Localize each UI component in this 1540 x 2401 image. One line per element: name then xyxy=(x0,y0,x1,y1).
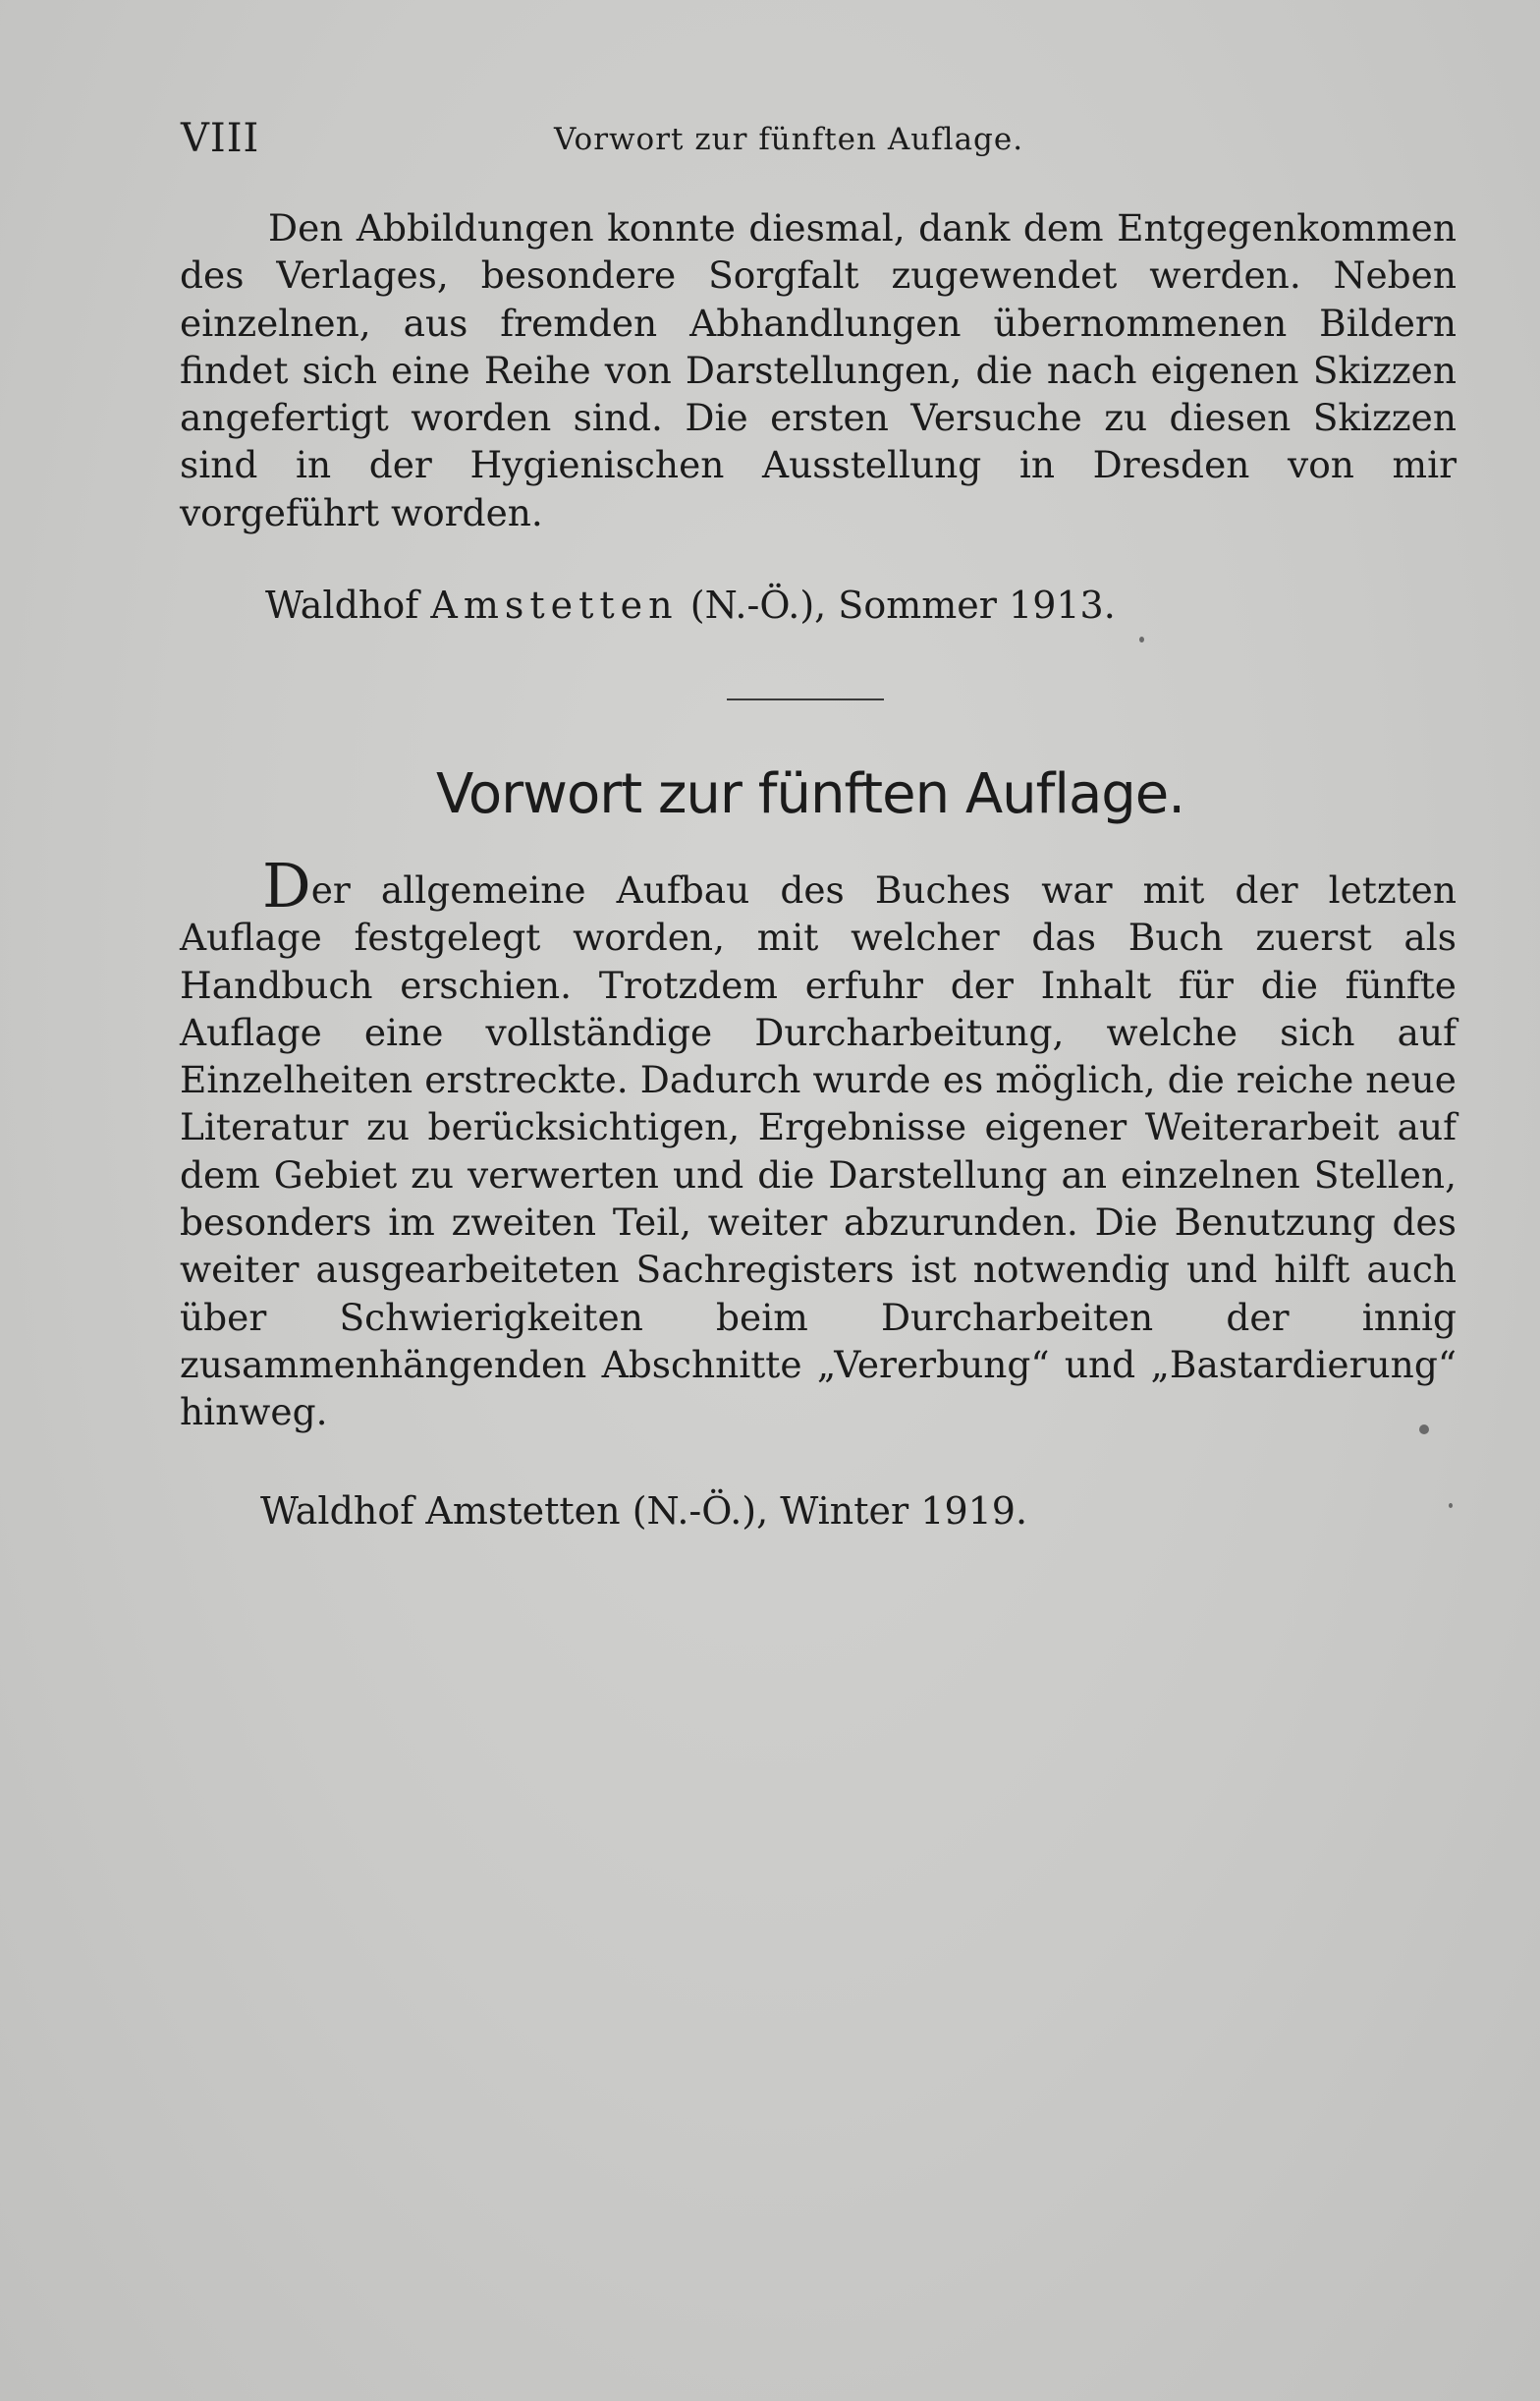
signature-place: Waldhof xyxy=(265,584,419,627)
paragraph-text: Den Abbildungen konnte diesmal, dank dem Entgegenkommen des Verlages, besondere Sorgfalt zugewendet werden. Neben einzelnen, aus fremden Abhandlungen übernommenen Bildern findet sich eine Reihe von Darstellungen, die nach eigenen Skizzen angefertigt worden sind. Die ersten Versuche zu diesen Skizzen sind in der Hygienischen Ausstellung in Dresden von mir vorgeführt worden. xyxy=(180,206,1457,534)
signature-town: Amstetten xyxy=(430,584,679,627)
section-heading: Vorwort zur fünften Auflage. xyxy=(435,762,1185,826)
drop-cap: D xyxy=(262,850,311,921)
paragraph-text: er allgemeine Aufbau des Buches war mit der letzten Auflage festgelegt worden, mit welcher das Buch zuerst als Handbuch erschien. Trotzdem erfuhr der Inhalt für die fünfte Auflage eine vollständige Durcharbeitung, welche sich auf Einzelheiten erstreckte. Dadurch wurde es möglich, die reiche neue Literatur zu berücksichtigen, Ergebnisse eigener Weiterarbeit auf dem Gebiet zu verwerten und die Darstellung an einzelnen Stellen, besonders im zweiten Teil, weiter abzurunden. Die Benutzung des weiter ausgearbeiteten Sachregisters ist notwendig und hilft auch über Schwierigkeiten beim Durcharbeiten der innig zusammenhängenden Abschnitte „Vererbung“ und „Bastardierung“ hinweg. xyxy=(180,868,1457,1434)
running-title: Vorwort zur fünften Auflage. xyxy=(554,122,1024,157)
signature-1913 xyxy=(265,584,1116,627)
ink-speck xyxy=(1449,1503,1453,1508)
ink-speck xyxy=(1139,637,1144,642)
preface-paragraph-1919 xyxy=(180,850,1457,1436)
signature-date: (N.-Ö.), Sommer 1913. xyxy=(689,584,1116,627)
running-head xyxy=(181,116,1458,165)
section-divider xyxy=(727,698,884,700)
preface-paragraph-1913 xyxy=(180,204,1457,536)
page-number: VIII xyxy=(181,116,260,161)
signature-1919: Waldhof Amstetten (N.-Ö.), Winter 1919. xyxy=(260,1489,1028,1533)
ink-speck xyxy=(1419,1424,1429,1434)
